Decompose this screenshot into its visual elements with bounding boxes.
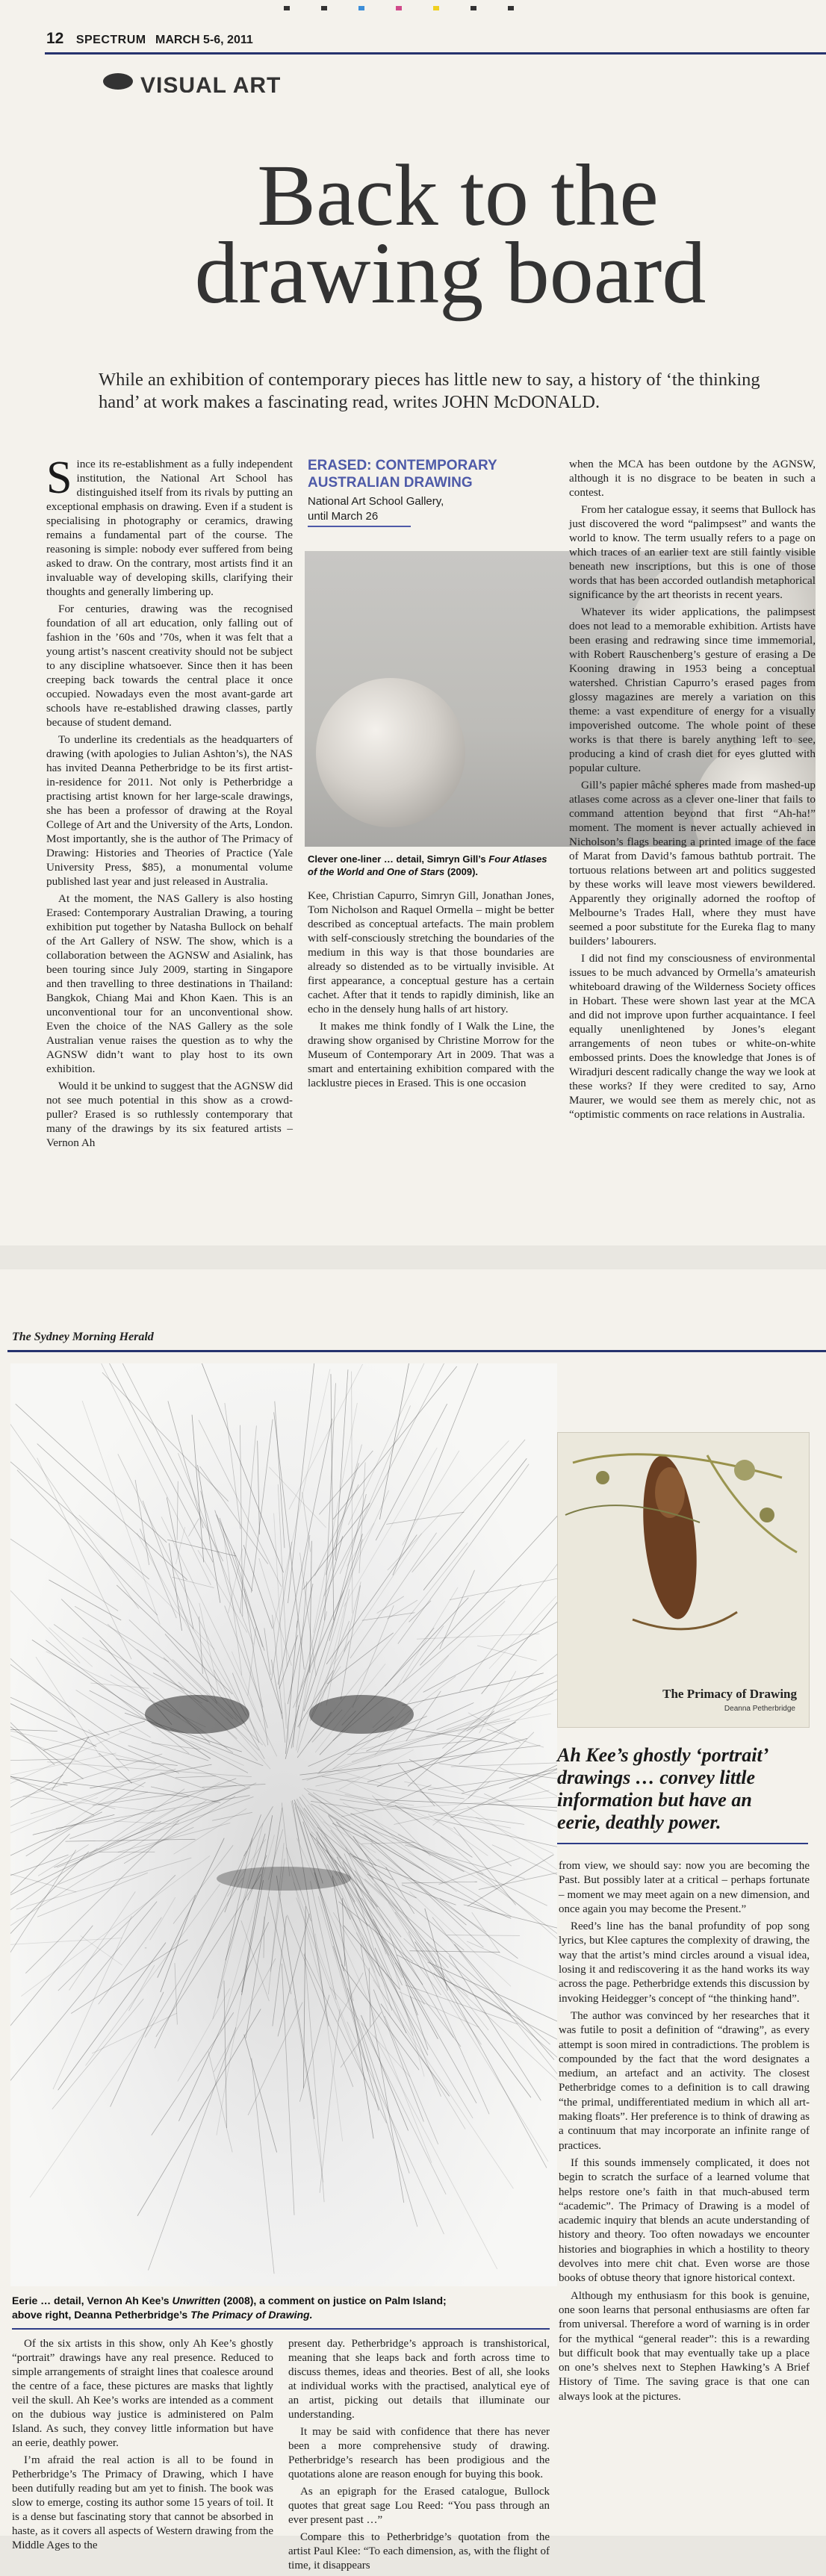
article-column-3 <box>569 457 816 1124</box>
standfirst <box>99 369 801 414</box>
article-paragraph: Compare this to Petherbridge’s quotation from the artist Paul Klee: “To each dimension, as, with the flight of time, it disappears <box>288 2530 550 2573</box>
article-paragraph: If this sounds immensely complicated, it does not begin to scratch the surface of a learned volume that helps restore one’s faith in that much-abused term “academic”. The Primacy of Drawing is a model of academic inquiry that blends an acute understanding of history and theory. Too often nowadays we encounter histories and biographies in which a hostility to theory devolves into mere chit chat. Even worse are those books of obtuse theory that ignore historical context. <box>559 2156 810 2286</box>
headline-line-2: drawing board <box>0 234 826 312</box>
article-paragraph: Of the six artists in this show, only Ah Kee’s ghostly “portrait” drawings have any real presence. Reduced to simple arrangements of straight lines that coalesce around the centre of a face, these pictures are masks that lightly veil the skull. Ah Kee’s works are intended as a comment on the dubious way justice is administered on Palm Island. As such, they convey little information but have an eerie, deathly power. <box>12 2337 273 2451</box>
book-cover <box>557 1432 810 1728</box>
newspaper-page-2 <box>0 1269 826 2536</box>
registration-marks <box>284 6 530 12</box>
article-paragraph: from view, we should say: now you are becoming the Past. But possibly later at a critical – perhaps fortunate – moment we may meet again on a new dimension, and once again you may become the Present.” <box>559 1859 810 1917</box>
article-paragraph: From her catalogue essay, it seems that Bullock has just discovered the word “palimpsest” and wants the world to know. The term usually refers to a page on which traces of an earlier text are still faintly visible beneath new inscriptions, but this is one of those words that has been accorded outlandish metaphorical significance by the art theorists in recent years. <box>569 503 816 602</box>
issue-date: MARCH 5-6, 2011 <box>155 34 253 46</box>
article-column-2 <box>308 889 554 1093</box>
page-number: 12 <box>46 30 63 47</box>
byline: JOHN McDONALD. <box>442 392 600 412</box>
book-title: The Primacy of Drawing <box>662 1687 797 1702</box>
infobox-title-1: ERASED: CONTEMPORARY <box>308 457 554 474</box>
exhibition-infobox <box>308 457 554 527</box>
infobox-title-2: AUSTRALIAN DRAWING <box>308 474 554 491</box>
atlas-sphere-small <box>316 678 465 827</box>
infobox-venue: National Art School Gallery, <box>308 494 554 509</box>
article-paragraph: Whatever its wider applications, the palimpsest does not lead to a memorable exhibition. Artists have been erasing and redrawing since time immemorial, with Robert Rauschenberg’s gesture of erasing a De Kooning drawing in 1953 being a conceptual watershed. Christian Capurro’s erased pages from glossy magazines are merely a variation on this theme: a vast expenditure of energy for a visually impoverished outcome. The whole point of these works is that there is barely anything left to see, producing a kind of crash diet for eyes glutted with popular culture. <box>569 605 816 775</box>
pull-quote-rule <box>557 1843 808 1844</box>
eye-icon <box>103 73 133 90</box>
article-paragraph: It makes me think fondly of I Walk the Line, the drawing show organised by Christine Morrow for the Museum of Contemporary Art in 2009. That was a smart and entertaining exhibition compared with the lacklustre pieces in Erased. This is one occasion <box>308 1019 554 1090</box>
page-header <box>46 30 823 52</box>
article-paragraph: At the moment, the NAS Gallery is also hosting Erased: Contemporary Australian Drawing, a touring exhibition put together by Natasha Bullock on behalf of the Art Gallery of NSW. The show, which is a collaboration between the AGNSW and Asialink, has been touring since July 2009, starting in Singapore and then travelling to three destinations in Thailand: Bangkok, Chiang Mai and Khon Kaen. This is an unconventional tour for an unconventional show. Even the choice of the NAS Gallery as the sole Australian venue raises the question as to why the AGNSW didn’t want to play host to its own exhibition. <box>46 892 293 1076</box>
article-paragraph: Would it be unkind to suggest that the AGNSW did not see much potential in this show as a crowd-puller? Erased is so ruthlessly contemporary that many of the drawings by its six featured artists – Vernon Ah <box>46 1079 293 1150</box>
watermark-bleed <box>284 90 732 112</box>
headline <box>0 157 826 312</box>
article-paragraph: The author was convinced by her researches that it was futile to posit a definition of “drawing”, as every attempt is soon mired in contradictions. The problem is compounded by the fact that the word designates a medium, an artefact and an activity. The closest Petherbridge comes to a definition is to call drawing “the primal, undifferentiated medium in which all art-making floats”. Her preference is to think of drawing as a continuum that may incorporate an infinite range of practices. <box>559 2009 810 2153</box>
article-paragraph: For centuries, drawing was the recognised foundation of all art education, only falling out of fashion in the ’60s and ’70s, when it was felt that a young artist’s nascent creativity should not be subject to any discipline whatsoever. Since then it has been creeping back towards the central place it once occupied. Nowadays even the most avant-garde art schools have re-established drawing classes, partly because of student demand. <box>46 602 293 729</box>
article-paragraph: Since its re-establishment as a fully independent institution, the National Art School has distinguished itself from its rivals by putting an exceptional emphasis on drawing. Even if a student is specialising in photography or ceramics, drawing remains a fundamental part of the course. The reasoning is simple: nobody ever suffered from being asked to draw. On the contrary, most artists find it an invaluable way of developing skills, clarifying their thoughts and generally limbering up. <box>46 457 293 599</box>
photo-caption: Clever one-liner … detail, Simryn Gill’s Four Atlases of the World and One of Stars (2009). <box>308 853 554 878</box>
section-name: SPECTRUM <box>76 34 146 46</box>
article-paragraph: Although my enthusiasm for this book is genuine, one soon learns that personal enthusiasms are often far from universal. Therefore a word of warning is in order for the mythical “general reader”: this is a rewarding but difficult book that may eventually take up a place on one’s shelves next to Stephen Hawking’s A Brief History of Time. The saving grace is that one can always look at the pictures. <box>559 2289 810 2404</box>
drop-cap: S <box>46 458 72 497</box>
standfirst-text: While an exhibition of contemporary pieces has little new to say, a history of ‘the thinking hand’ at work makes a fascinating read, writes <box>99 370 760 412</box>
article-paragraph: I’m afraid the real action is all to be found in Petherbridge’s The Primacy of Drawing, which I have been dutifully reading but am yet to finish. The book was slow to emerge, costing its author some 15 years of toil. It is a dense but fascinating story that cannot be absorbed in haste, as it covers all aspects of Western drawing from the Middle Ages to the <box>12 2454 273 2553</box>
header-rule <box>45 52 826 55</box>
newspaper-page-1 <box>0 0 826 1245</box>
article-column-4 <box>559 1859 810 2407</box>
book-cover-drawing <box>558 1433 809 1679</box>
book-author: Deanna Petherbridge <box>724 1705 795 1713</box>
ahkee-portrait-image <box>10 1363 557 2286</box>
infobox-dates: until March 26 <box>308 509 554 524</box>
article-paragraph: when the MCA has been outdone by the AGNSW, although it is no disgrace to be beaten in such a contest. <box>569 457 816 500</box>
article-paragraph: present day. Petherbridge’s approach is transhistorical, meaning that she leaps back and forth across time to discuss themes, ideas and theories. Best of all, she looks at individual works with the practised, analytical eye of an artist, picking out details that illuminate our understanding. <box>288 2337 550 2422</box>
article-paragraph: Gill’s papier mâché spheres made from mashed-up atlases come across as a clever one-liner that fails to command attention beyond that first “Ah-ha!” moment. The moment is never actually achieved in Nicholson’s flags bearing a printed image of the face of Marat from David’s famous bathtub portrait. The tortuous relations between art and politics suggested by these works will leave most viewers bewildered. Apparently they originally adorned the rooftop of Melbourne’s Trades Hall, where they must have seemed a poor substitute for the Eureka flag to many builders’ labourers. <box>569 778 816 948</box>
article-column-5 <box>12 2337 273 2556</box>
article-paragraph: As an epigraph for the Erased catalogue, Bullock quotes that great sage Lou Reed: “You pass through an ever present past …” <box>288 2485 550 2527</box>
section-tag-label: VISUAL ART <box>140 73 281 93</box>
article-paragraph: Reed’s line has the banal profundity of pop song lyrics, but Klee captures the complexity of drawing, the way that the artist’s mind circles around a visual idea, losing it and rediscovering it as the hand works its way across the page. Petherbridge extends this discussion by invoking Heidegger’s concept of “the thinking hand”. <box>559 1920 810 2006</box>
caption-rule <box>12 2328 550 2330</box>
article-column-6 <box>288 2337 550 2576</box>
masthead-rule <box>7 1350 826 1352</box>
image-caption: Eerie … detail, Vernon Ah Kee’s Unwritten (2008), a comment on justice on Palm Island; above right, Deanna Petherbridge’s The Primacy of Drawing. <box>12 2294 550 2322</box>
masthead: The Sydney Morning Herald <box>12 1331 154 1344</box>
section-tag <box>103 73 281 93</box>
article-column-1 <box>46 457 293 1153</box>
article-paragraph: To underline its credentials as the headquarters of drawing (with apologies to Julian Ashton’s), the NAS has invited Deanna Petherbridge to be its first artist-in-residence for 2011. Not only is Petherbridge a practising artist known for her large-scale drawings, she has been a professor of drawing at the Royal College of Art and the University of the Arts, London. Most importantly, she is the author of The Primacy of Drawing: Histories and Theories of Practice (Yale University Press, $85), a monumental volume published last year and just released in Australia. <box>46 732 293 889</box>
pull-quote: Ah Kee’s ghostly ‘portrait’ drawings … convey little information but have an eerie, deathly power. <box>557 1744 811 1834</box>
headline-line-1: Back to the <box>0 157 826 234</box>
article-paragraph: I did not find my consciousness of environmental issues to be much advanced by Ormella’s amateurish whiteboard drawing of the Wilderness Society offices in Hobart. These were shown last year at the MCA and did not improve upon further acquaintance. I feel equally unenlightened by Jones’s elegant arrangements of neon tubes or white-on-white embossed prints. Does the knowledge that Jones is of Wiradjuri descent radically change the way we look at these works? If they were credited to say, Arno Maurer, we would see them as merely chic, not as “optimistic comments on race relations in Australia. <box>569 951 816 1121</box>
article-paragraph: Kee, Christian Capurro, Simryn Gill, Jonathan Jones, Tom Nicholson and Raquel Ormella – might be better described as conceptual artefacts. The main problem with self-consciously stretching the boundaries of the medium in this way is that those boundaries are already so distended as to be virtually invisible. At first appearance, a conceptual gesture has a certain cachet. After that it tends to rapidly diminish, like an echo in the densely hung halls of art history. <box>308 889 554 1016</box>
scribble-lines <box>10 1363 557 2286</box>
infobox-underline <box>308 526 411 527</box>
article-paragraph: It may be said with confidence that there has never been a more comprehensive study of drawing. Petherbridge’s research has been prodigious and the quotations alone are reason enough for buying this book. <box>288 2425 550 2482</box>
